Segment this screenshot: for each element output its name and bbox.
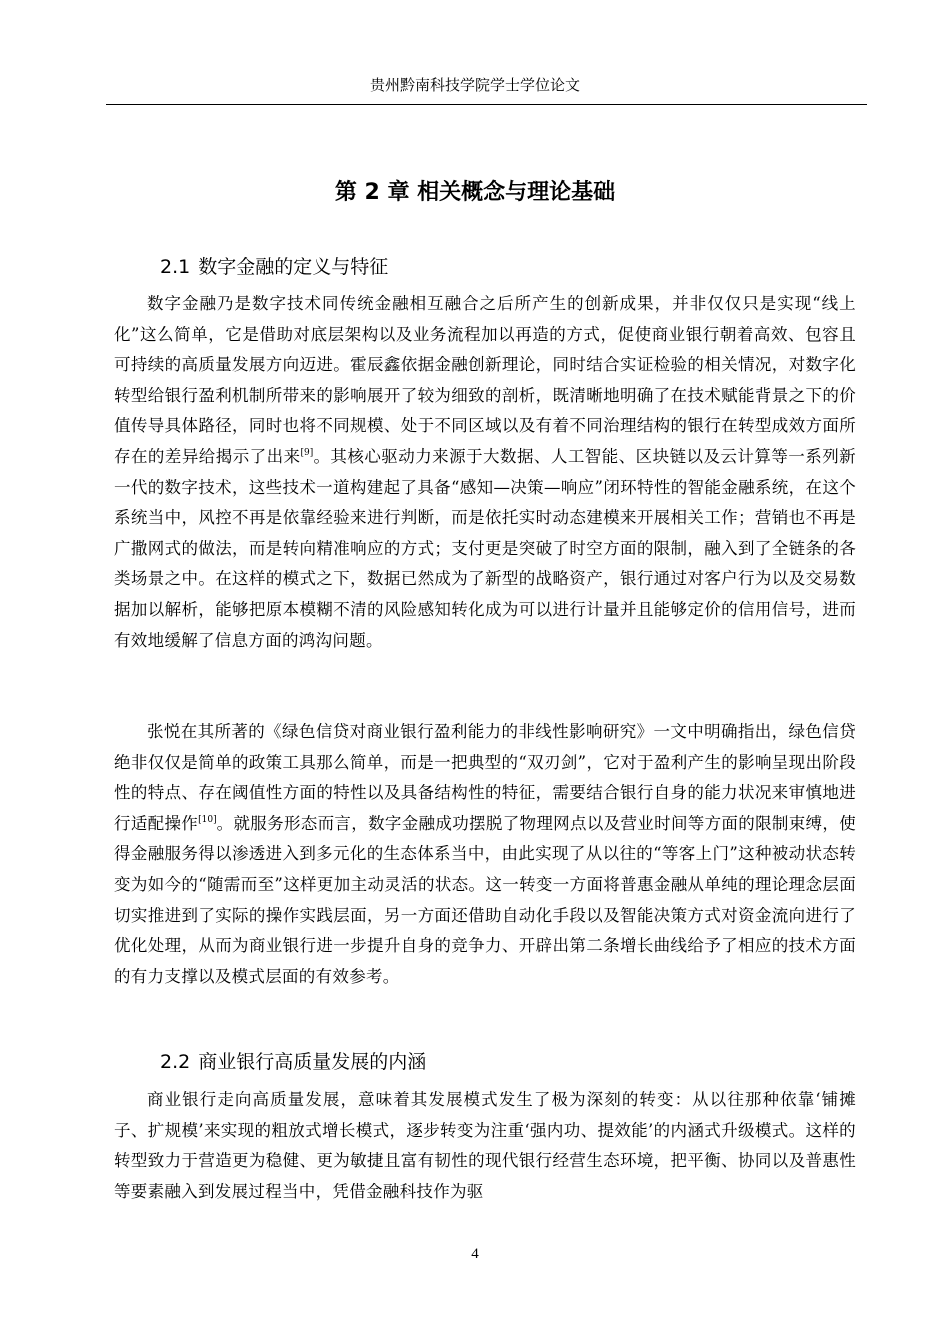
- section-title-text: 商业银行高质量发展的内涵: [198, 1051, 427, 1073]
- paragraph-2-1-2: [114, 717, 856, 992]
- section-heading-2-1: [160, 252, 388, 282]
- paragraph-text: 商业银行走向高质量发展，意味着其发展模式发生了极为深刻的转变：从以往那种依靠‘铺摊子、扩规模’来实现的粗放式增长模式，逐步转变为注重‘强内功、提效能’的内涵式升级模式。这样的转型致力于营造更为稳健、更为敏捷且富有韧性的现代银行经营生态环境，把平衡、协同以及普惠性等要素融入到发展过程当中，凭借金融科技作为驱: [114, 1090, 856, 1201]
- paragraph-text: 。就服务形态而言，数字金融成功摆脱了物理网点以及营业时间等方面的限制束缚，使得金融服务得以渗透进入到多元化的生态体系当中，由此实现了从以往的“等客上门”这种被动状态转变为如今的“随需而至”这样更加主动灵活的状态。这一转变一方面将普惠金融从单纯的理论理念层面切实推进到了实际的操作实践层面，另一方面还借助自动化手段以及智能决策方式对资金流向进行了优化处理，从而为商业银行进一步提升自身的竞争力、开辟出第二条增长曲线给予了相应的技术方面的有力支撑以及模式层面的有效参考。: [114, 813, 857, 986]
- paragraph-text: 。其核心驱动力来源于大数据、人工智能、区块链以及云计算等一系列新一代的数字技术，这些技术一道构建起了具备“感知—决策—响应”闭环特性的智能金融系统，在这个系统当中，风控不再是依靠经验来进行判断，而是依托实时动态建模来开展相关工作；营销也不再是广撒网式的做法，而是转向精准响应的方式；支付更是突破了时空方面的限制，融入到了全链条的各类场景之中。在这样的模式之下，数据已然成为了新型的战略资产，银行通过对客户行为以及交易数据加以解析，能够把原本模糊不清的风险感知转化成为可以进行计量并且能够定价的信用信号，进而有效地缓解了信息方面的鸿沟问题。: [114, 446, 856, 650]
- page-number: 4: [471, 1246, 479, 1262]
- section-title-text: 数字金融的定义与特征: [198, 256, 389, 278]
- section-number: 2.1: [160, 256, 191, 278]
- section-number: 2.2: [160, 1051, 191, 1073]
- paragraph-text: 数字金融乃是数字技术同传统金融相互融合之后所产生的创新成果，并非仅仅只是实现“线上化”这么简单，它是借助对底层架构以及业务流程加以再造的方式，促使商业银行朝着高效、包容且可持续的高质量发展方向迈进。霍辰鑫依据金融创新理论，同时结合实证检验的相关情况，对数字化转型给银行盈利机制所带来的影响展开了较为细致的剖析，既清晰地明确了在技术赋能背景之下的价值传导具体路径，同时也将不同规模、处于不同区域以及有着不同治理结构的银行在转型成效方面所存在的差异给揭示了出来: [114, 294, 856, 466]
- chapter-title: 第 2 章 相关概念与理论基础: [334, 180, 616, 205]
- section-heading-2-2: [160, 1047, 426, 1077]
- header-divider: [106, 104, 867, 105]
- citation-marker: [10]: [198, 814, 217, 825]
- citation-marker: [9]: [300, 447, 314, 458]
- paragraph-2-2-1: [114, 1085, 856, 1207]
- paragraph-2-1-1: [114, 289, 856, 656]
- paragraph-text: 张悦在其所著的《绿色信贷对商业银行盈利能力的非线性影响研究》一文中明确指出，绿色信贷绝非仅仅是简单的政策工具那么简单，而是一把典型的“双刃剑”，它对于盈利产生的影响呈现出阶段性的特点、存在阈值性方面的特性以及具备结构性的特征，需要结合银行自身的能力状况来审慎地进行适配操作: [114, 722, 856, 833]
- running-header: 贵州黔南科技学院学士学位论文: [369, 76, 580, 94]
